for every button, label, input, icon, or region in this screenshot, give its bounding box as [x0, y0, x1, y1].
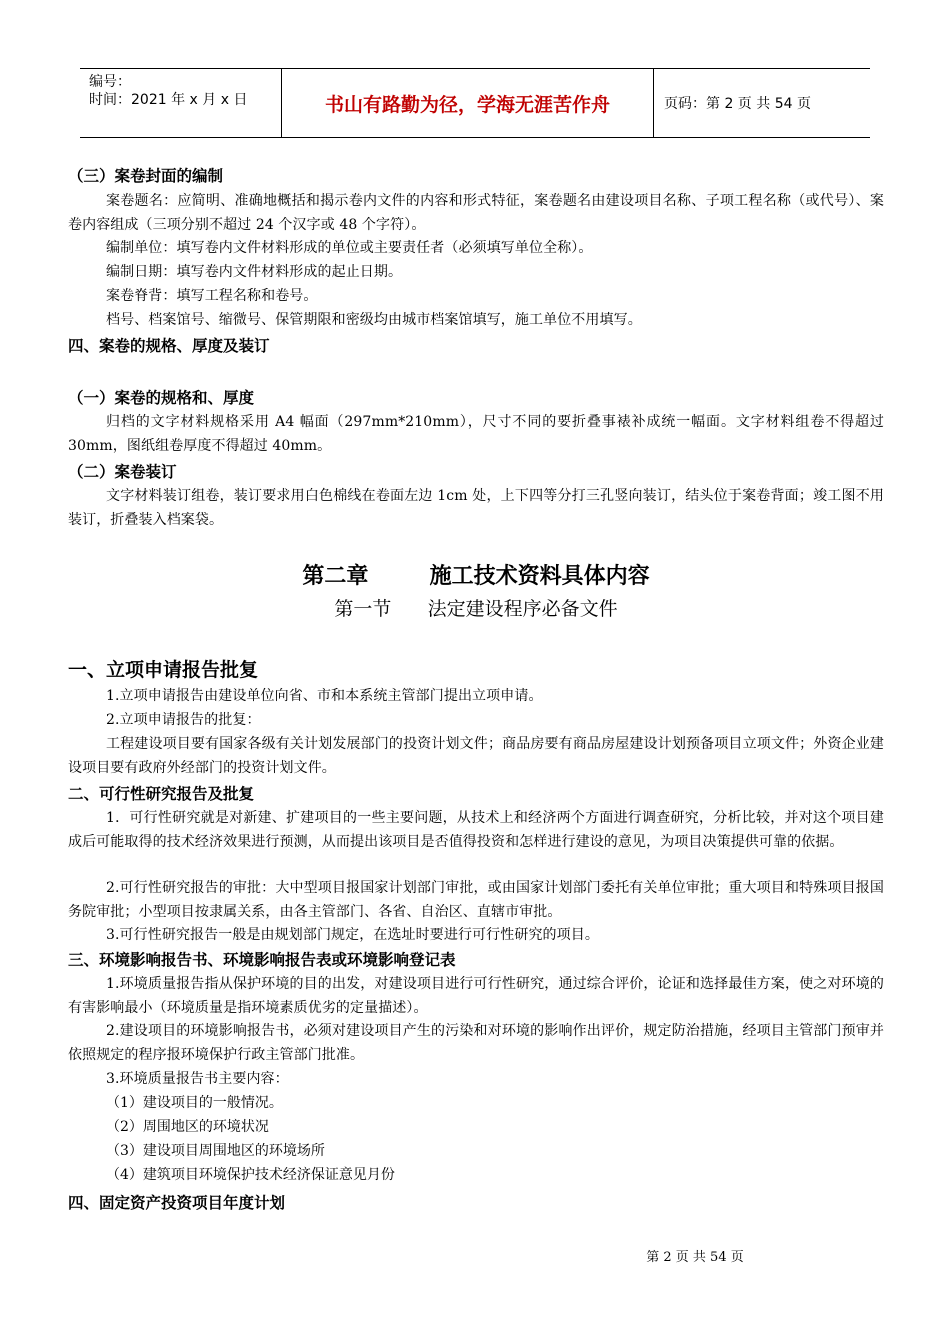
paragraph: 编制单位：填写卷内文件材料形成的单位或主要责任者（必须填写单位全称）。	[106, 240, 593, 256]
header-page-info: 页码：第 2 页 共 54 页	[664, 96, 811, 112]
header-time: 时间：2021 年 x 月 x 日	[89, 92, 248, 108]
paragraph: 文字材料装订组卷，装订要求用白色棉线在卷面左边 1cm 处，上下四等分打三孔竖向装订，结头位于案卷背面；竣工图不用装订，折叠装入档案袋。	[68, 488, 884, 528]
section-title: 三、环境影响报告书、环境影响报告表或环境影响登记表	[68, 951, 456, 969]
paragraph: 1.环境质量报告指从保护环境的目的出发，对建设项目进行可行性研究，通过综合评价，论证和选择最佳方案，使之对环境的有害影响最小（环境质量是指环境素质优劣的定量描述）。	[68, 976, 884, 1016]
paragraph: 案卷脊背：填写工程名称和卷号。	[106, 288, 318, 304]
section-title: 四、固定资产投资项目年度计划	[68, 1194, 286, 1212]
list-item: （4）建筑项目环境保护技术经济保证意见月份	[106, 1167, 395, 1183]
paragraph: 编制日期：填写卷内文件材料形成的起止日期。	[106, 264, 403, 280]
paragraph: 2.建设项目的环境影响报告书，必须对建设项目产生的污染和对环境的影响作出评价，规定防治措施，经项目主管部门预审并依照规定的程序报环境保护行政主管部门批准。	[68, 1023, 884, 1063]
paragraph: 工程建设项目要有国家各级有关计划发展部门的投资计划文件；商品房要有商品房屋建设计划预备项目立项文件；外资企业建设项目要有政府外经部门的投资计划文件。	[68, 736, 884, 776]
list-item: （1）建设项目的一般情况。	[106, 1095, 283, 1111]
header-motto: 书山有路勤为径，学海无涯苦作舟	[282, 69, 654, 137]
paragraph: 2.可行性研究报告的审批：大中型项目报国家计划部门审批，或由国家计划部门委托有关单位审批；重大项目和特殊项目报国务院审批；小型项目按隶属关系，由各主管部门、各省、自治区、直辖市审批。	[68, 880, 884, 920]
subsection-title: （三）案卷封面的编制	[68, 167, 224, 185]
paragraph: 2.立项申请报告的批复：	[106, 712, 261, 728]
section-title: 二、可行性研究报告及批复	[68, 785, 255, 803]
paragraph: 归档的文字材料规格采用 A4 幅面（297mm*210mm），尺寸不同的要折叠事裱补成统一幅面。文字材料组卷不得超过 30mm，图纸组卷厚度不得超过 40mm。	[68, 414, 884, 454]
paragraph: 1．可行性研究就是对新建、扩建项目的一些主要问题，从技术上和经济两个方面进行调查研究，分析比较，并对这个项目建成后可能取得的技术经济效果进行预测，从而提出该项目是否值得投资和怎样进行建设的意见，为项目决策提供可靠的依据。	[68, 810, 884, 850]
chapter-title: 第二章 施工技术资料具体内容	[302, 564, 650, 589]
paragraph: 1.立项申请报告由建设单位向省、市和本系统主管部门提出立项申请。	[106, 688, 543, 704]
section-heading: 第一节 法定建设程序必备文件	[334, 598, 618, 620]
paragraph: 3.可行性研究报告一般是由规划部门规定，在选址时要进行可行性研究的项目。	[106, 927, 599, 943]
subsection-title: （二）案卷装订	[68, 463, 177, 481]
list-item: （2）周围地区的环境状况	[106, 1119, 269, 1135]
page-footer: 第 2 页 共 54 页	[646, 1250, 744, 1265]
section-title: 一、立项申请报告批复	[68, 659, 259, 681]
paragraph: 档号、档案馆号、缩微号、保管期限和密级均由城市档案馆填写，施工单位不用填写。	[106, 312, 642, 328]
paragraph: 案卷题名：应简明、准确地概括和揭示卷内文件的内容和形式特征，案卷题名由建设项目名称、子项工程名称（或代号）、案卷内容组成（三项分别不超过 24 个汉字或 48 个字符）。	[68, 193, 884, 233]
section-title: 四、案卷的规格、厚度及装订	[68, 337, 270, 355]
header-meta	[80, 69, 282, 137]
subsection-title: （一）案卷的规格和、厚度	[68, 389, 255, 407]
page-header	[80, 68, 870, 138]
header-number: 编号：	[89, 74, 131, 90]
list-item: （3）建设项目周围地区的环境场所	[106, 1143, 325, 1159]
paragraph: 3.环境质量报告书主要内容：	[106, 1071, 289, 1087]
